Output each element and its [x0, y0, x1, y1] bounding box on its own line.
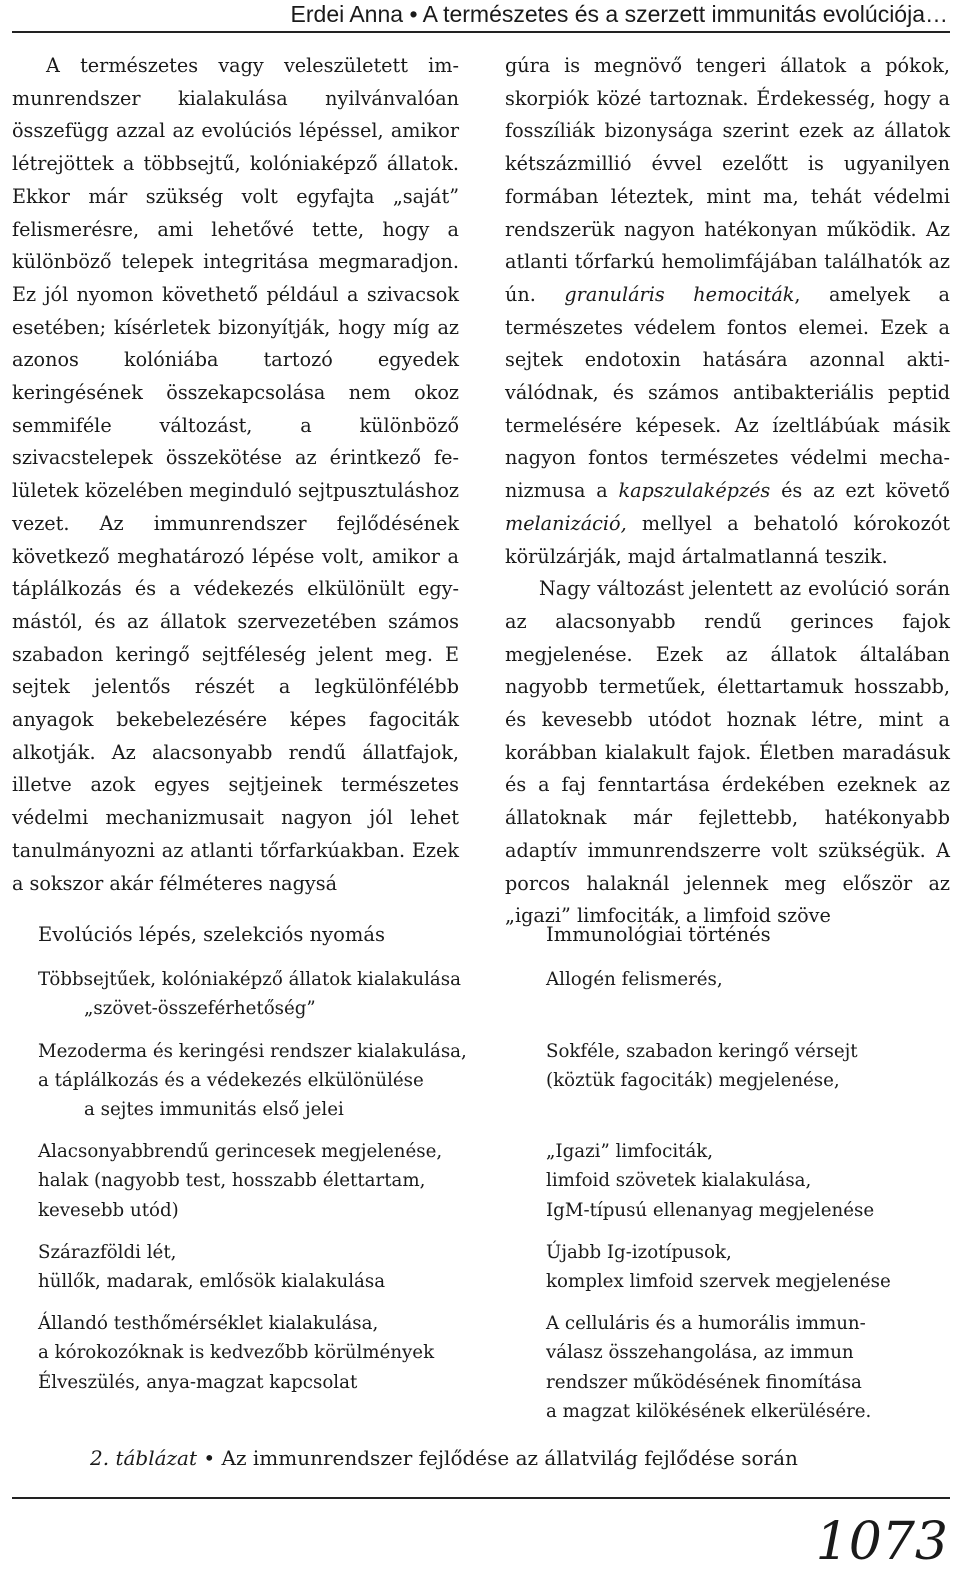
- right-p1-text-d: mellyel a behatoló kórokozót körülzárják, majd ártalmatlanná teszik.: [505, 511, 950, 568]
- table-line: válasz összehangolása, az immun: [546, 1342, 854, 1364]
- table-cell-immunology: [546, 1137, 938, 1225]
- table-line: Újabb Ig-izotípusok,: [546, 1241, 732, 1263]
- table-cell-evolution: [38, 1238, 546, 1296]
- footer-rule: [12, 1497, 950, 1499]
- table-row: [38, 1037, 938, 1125]
- table-line: (köztük fagociták) megjelenése,: [546, 1069, 840, 1091]
- right-p1-text-c: és az ezt követő: [770, 479, 950, 503]
- table-line: A celluláris és a humorális immun-: [546, 1313, 866, 1335]
- right-p1-text-a: gúra is megnövő tengeri állatok a pókok, skorpiók közé tartoznak. Érdekesség, hogy a fosszíliák bizonysága szerint ezek az állatok kétszázmillió évvel ezelőtt is ugyanilyen formában léteztek, mint ma, tehát védelmi rendszerük nagyon hatékonyan működik. Az atlanti tőrfarkú hemolimfájában találhatók az ún.: [505, 54, 950, 306]
- table-cell-evolution: [38, 1137, 546, 1225]
- term-encapsulation: kapszulaképzés: [618, 479, 771, 503]
- table-line: Mezoderma és keringési rendszer kialakulása,: [38, 1040, 467, 1062]
- table-line: a sejtes immunitás első jelei: [84, 1099, 344, 1121]
- table-line: Többsejtűek, kolóniaképző állatok kialakulása: [38, 969, 461, 991]
- table-line: halak (nagyobb test, hosszabb élettartam,: [38, 1170, 426, 1192]
- table-cell-immunology: [546, 1309, 938, 1426]
- left-column: [12, 50, 459, 900]
- page-number: 1073: [815, 1512, 948, 1572]
- evolution-table: [38, 920, 938, 1439]
- table-row: [38, 965, 938, 1023]
- term-granular-hemocytes: granuláris hemociták: [564, 282, 795, 306]
- table-line: rendszer működésének finomítása: [546, 1371, 862, 1393]
- table-line: hüllők, madarak, emlősök kialakulása: [38, 1271, 386, 1293]
- table-line: a táplálkozás és a védekezés elkülönülése: [38, 1069, 424, 1091]
- table-header-evolution: Evolúciós lépés, szelekciós nyomás: [38, 923, 386, 946]
- table-cell-evolution: [38, 1037, 546, 1125]
- table-line: limfoid szövetek kialakulása,: [546, 1170, 812, 1192]
- left-paragraph-1: A természetes vagy veleszületett immunrendszer kialakulása nyilvánvalóan összefügg azzal az evolúciós lépéssel, amikor létrejöttek a többsejtű, kolóniaképző állatok. Ekkor már szükség volt egyfajta „saját” felismerésre, ami lehetővé tette, hogy a különböző telepek integritása megmaradjon. Ez jól nyomon követhető például a szivacsok esetében; kísérletek bizonyítják, hogy míg az azonos kolóniába tartozó egyedek keringésének összekapcsolása nem okoz semmiféle változást, a különböző szivacstelepek összekötése az érintkező felületek közelében meginduló sejtpusztuláshoz vezet. Az immunrendszer fejlődésének következő meghatározó lépése volt, amikor a táplálkozás és a védekezés elkülönült egymástól, és az állatok szervezetében számos szabadon keringő sejtféleség jelent meg. E sejtek jelentős részét a legkülönfélébb anyagok bekebelezésére képes fagociták alkotják. Az alacsonyabb rendű állatfajok, illetve azok egyes sejtjeinek természetes védelmi mechanizmusait nagyon jól lehet tanulmányozni az atlanti tőrfarkúakban. Ezek a sokszor akár félméteres nagysá: [12, 54, 459, 895]
- table-line: Szárazföldi lét,: [38, 1241, 177, 1263]
- table-header-row: [38, 920, 938, 949]
- table-line: a magzat kilökésének elkerülésére.: [546, 1400, 872, 1422]
- table-row: [38, 1238, 938, 1296]
- table-line: IgM-típusú ellenanyag megjelenése: [546, 1199, 875, 1221]
- running-header: Erdei Anna • A természetes és a szerzett immunitás evolúciója…: [290, 1, 948, 27]
- table-line: komplex limfoid szervek megjelenése: [546, 1271, 891, 1293]
- table-cell-immunology: [546, 1037, 938, 1125]
- right-column: [505, 50, 950, 933]
- table-line: Alacsonyabbrendű gerincesek megjelenése,: [38, 1141, 443, 1163]
- table-cell-immunology: [546, 965, 938, 1023]
- table-header-immunology: Immunológiai történés: [546, 923, 771, 946]
- table-line: Sokféle, szabadon keringő vérsejt: [546, 1040, 858, 1062]
- table-line: a kórokozóknak is kedvezőbb körülmények: [38, 1342, 435, 1364]
- table-line: Élveszülés, anya-magzat kapcsolat: [38, 1371, 358, 1393]
- table-cell-evolution: [38, 965, 546, 1023]
- term-melanization: melanizáció,: [505, 511, 627, 535]
- table-row: [38, 1137, 938, 1225]
- table-row: [38, 1309, 938, 1426]
- right-paragraph-1: [505, 50, 950, 573]
- table-line: „Igazi” limfociták,: [546, 1141, 714, 1163]
- header-rule: [12, 31, 950, 33]
- table-line: Allogén felismerés,: [546, 969, 723, 991]
- table-line: Állandó testhőmérséklet kialakulása,: [38, 1313, 379, 1335]
- table-cell-evolution: [38, 1309, 546, 1426]
- table-line: kevesebb utód): [38, 1199, 179, 1221]
- caption-label: 2. táblázat: [90, 1446, 198, 1470]
- caption-bullet: •: [203, 1446, 216, 1470]
- table-cell-immunology: [546, 1238, 938, 1296]
- table-caption: [90, 1444, 798, 1472]
- caption-text: Az immunrendszer fejlődése az állatvilág fejlődése során: [221, 1446, 798, 1470]
- right-paragraph-2: Nagy változást jelentett az evolúció során az alacsonyabb rendű gerinces fajok megjelenése. Ezek az állatok általában nagyobb termetűek, élettartamuk hosszabb, és kevesebb utódot hoznak létre, mint a korábban kialakult fajok. Életben maradásuk és a faj fenntartása érdekében ezeknek az állatoknak már fejlettebb, hatékonyabb adaptív immunrendszerre volt szükségük. A porcos halaknál jelennek meg először az „igazi” limfociták, a limfoid szöve: [505, 577, 950, 928]
- table-line: „szövet-összeférhetőség”: [84, 998, 316, 1020]
- right-p1-text-b: , amelyek a természetes védelem fontos elemei. Ezek a sejtek endotoxin hatására azonnal aktiválódnak, és számos antibakteriális peptid termelésére képesek. Az ízeltlábúak másik nagyon fontos természetes védelmi mechanizmusa a: [505, 282, 950, 503]
